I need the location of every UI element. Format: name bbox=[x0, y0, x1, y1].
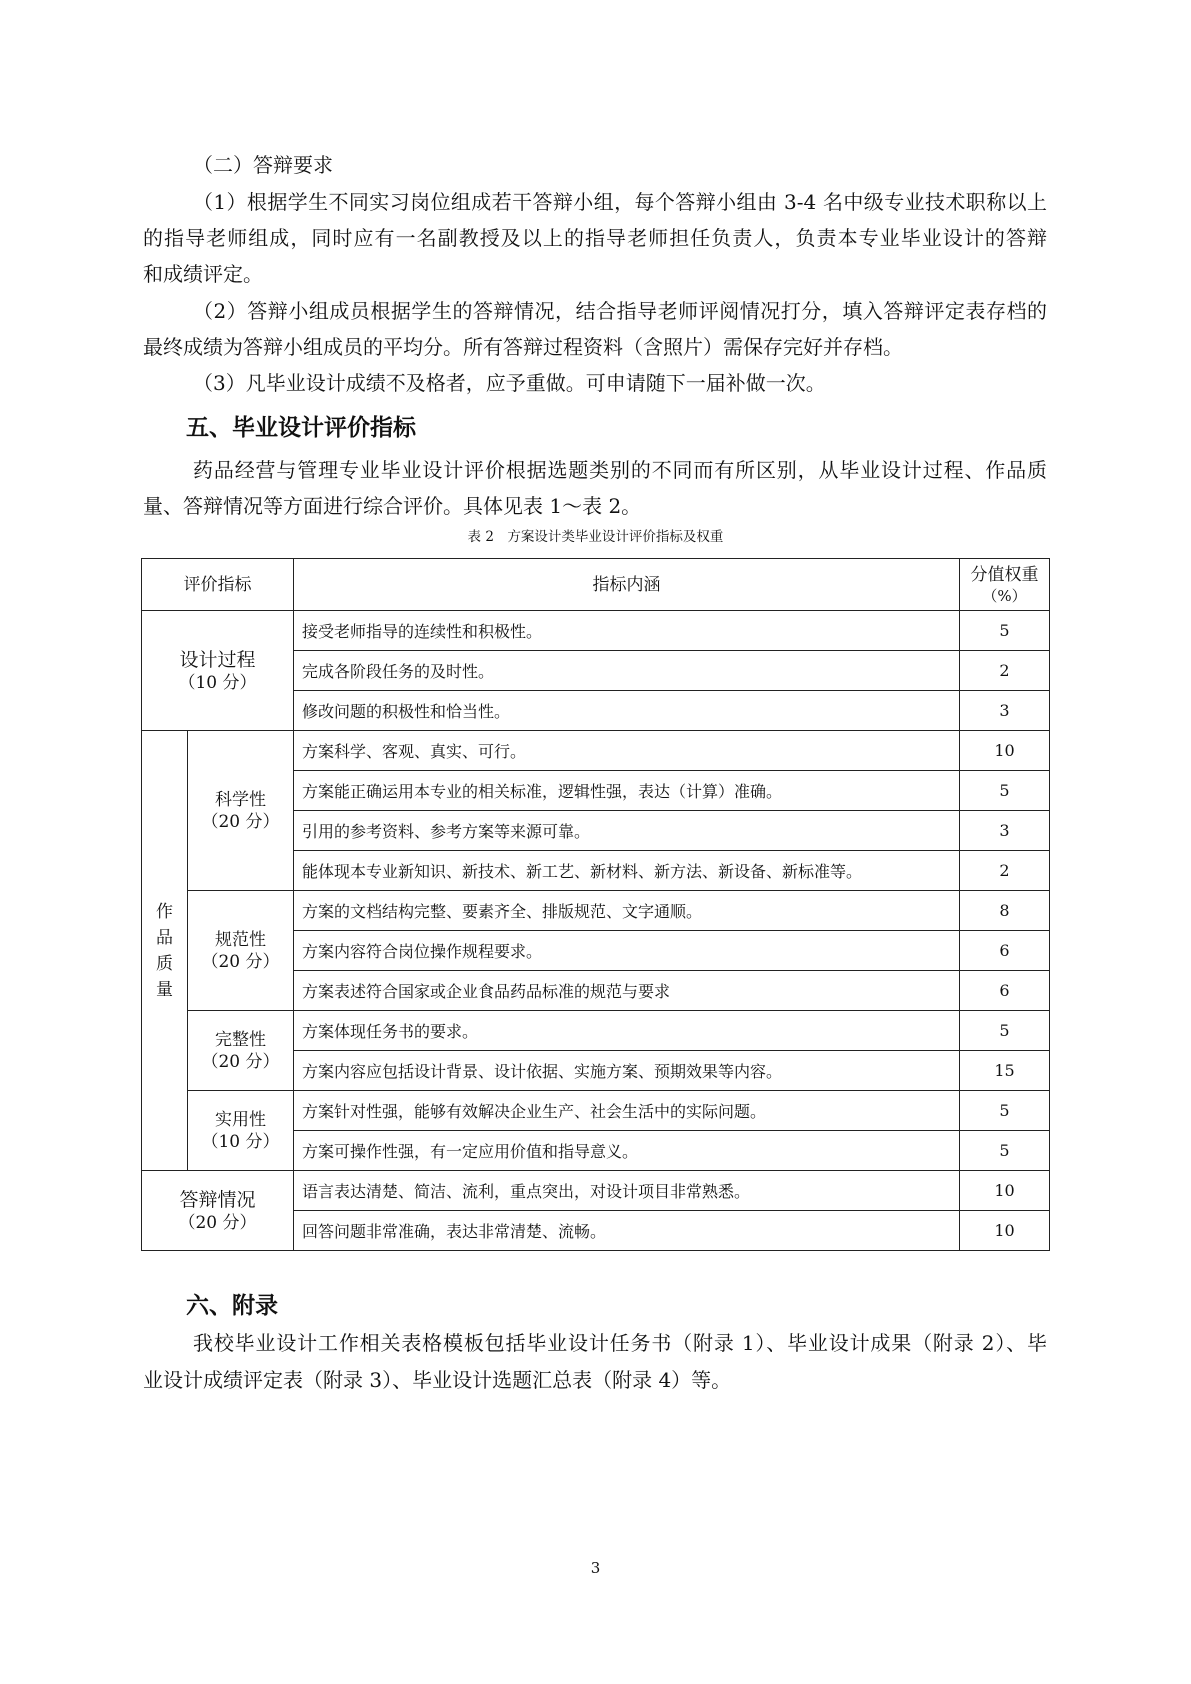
header-indicator-label: 评价指标 bbox=[183, 574, 252, 595]
paragraph-line: （1）根据学生不同实习岗位组成若干答辩小组，每个答辩小组由 3-4 名中级专业技术职称以上 bbox=[193, 190, 1047, 214]
row-content: 回答问题非常准确，表达非常清楚、流畅。 bbox=[294, 1211, 960, 1251]
row-weight: 10 bbox=[960, 1171, 1050, 1211]
subgroup-name: 实用性 bbox=[215, 1109, 266, 1130]
row-weight: 15 bbox=[960, 1051, 1050, 1091]
section-heading-appendix: 六、附录 bbox=[186, 1293, 278, 1319]
row-content: 能体现本专业新知识、新技术、新工艺、新材料、新方法、新设备、新标准等。 bbox=[294, 851, 960, 891]
subgroup-scientific bbox=[188, 731, 294, 891]
header-weight-label: 分值权重 bbox=[970, 564, 1039, 585]
subgroup-score: （20 分） bbox=[201, 951, 280, 972]
group-design-process bbox=[142, 611, 294, 731]
table-caption: 表 2 方案设计类毕业设计评价指标及权重 bbox=[467, 529, 724, 545]
table-row bbox=[142, 1091, 1050, 1131]
row-content: 修改问题的积极性和恰当性。 bbox=[294, 691, 960, 731]
row-content: 方案内容应包括设计背景、设计依据、实施方案、预期效果等内容。 bbox=[294, 1051, 960, 1091]
group-score: （10 分） bbox=[178, 672, 257, 693]
subgroup-completeness bbox=[188, 1011, 294, 1091]
row-weight: 8 bbox=[960, 891, 1050, 931]
row-content: 方案体现任务书的要求。 bbox=[294, 1011, 960, 1051]
row-weight: 5 bbox=[960, 611, 1050, 651]
subgroup-name: 科学性 bbox=[215, 789, 266, 810]
row-weight: 5 bbox=[960, 771, 1050, 811]
paragraph-line: 业设计成绩评定表（附录 3）、毕业设计选题汇总表（附录 4）等。 bbox=[143, 1368, 732, 1392]
row-weight: 5 bbox=[960, 1131, 1050, 1171]
row-weight: 10 bbox=[960, 1211, 1050, 1251]
table-row bbox=[142, 891, 1050, 931]
table-row bbox=[142, 1011, 1050, 1051]
row-weight: 6 bbox=[960, 971, 1050, 1011]
row-content: 方案能正确运用本专业的相关标准，逻辑性强，表达（计算）准确。 bbox=[294, 771, 960, 811]
row-weight: 6 bbox=[960, 931, 1050, 971]
row-weight: 5 bbox=[960, 1011, 1050, 1051]
table-row bbox=[142, 1171, 1050, 1211]
paragraph-line: 的指导老师组成，同时应有一名副教授及以上的指导老师担任负责人，负责本专业毕业设计的答辩 bbox=[143, 226, 1047, 250]
group-defense bbox=[142, 1171, 294, 1251]
row-weight: 5 bbox=[960, 1091, 1050, 1131]
paragraph-line: （2）答辩小组成员根据学生的答辩情况，结合指导老师评阅情况打分，填入答辩评定表存档的 bbox=[193, 299, 1047, 323]
paragraph-line: 我校毕业设计工作相关表格模板包括毕业设计任务书（附录 1）、毕业设计成果（附录 2）、毕 bbox=[193, 1331, 1047, 1355]
header-weight-unit: （%） bbox=[982, 586, 1027, 605]
header-content bbox=[294, 559, 960, 611]
paragraph-line: 最终成绩为答辩小组成员的平均分。所有答辩过程资料（含照片）需保存完好并存档。 bbox=[143, 335, 903, 359]
table-header-row bbox=[142, 559, 1050, 611]
row-weight: 3 bbox=[960, 691, 1050, 731]
subgroup-score: （20 分） bbox=[201, 1051, 280, 1072]
section-heading-evaluation-indicators: 五、毕业设计评价指标 bbox=[186, 415, 416, 441]
table-row bbox=[142, 731, 1050, 771]
group-score: （20 分） bbox=[178, 1212, 257, 1233]
evaluation-table bbox=[141, 558, 1050, 1251]
row-weight: 10 bbox=[960, 731, 1050, 771]
header-indicator bbox=[142, 559, 294, 611]
paragraph-line: （3）凡毕业设计成绩不及格者，应予重做。可申请随下一届补做一次。 bbox=[193, 371, 826, 395]
row-weight: 2 bbox=[960, 651, 1050, 691]
row-content: 方案的文档结构完整、要素齐全、排版规范、文字通顺。 bbox=[294, 891, 960, 931]
paragraph-line: 量、答辩情况等方面进行综合评价。具体见表 1～表 2。 bbox=[143, 494, 642, 518]
row-content: 方案可操作性强，有一定应用价值和指导意义。 bbox=[294, 1131, 960, 1171]
row-content: 语言表达清楚、简洁、流利，重点突出，对设计项目非常熟悉。 bbox=[294, 1171, 960, 1211]
paragraph-line: 药品经营与管理专业毕业设计评价根据选题类别的不同而有所区别，从毕业设计过程、作品质 bbox=[193, 458, 1047, 482]
group-name: 设计过程 bbox=[179, 648, 256, 671]
row-content: 方案表述符合国家或企业食品药品标准的规范与要求 bbox=[294, 971, 960, 1011]
subgroup-score: （10 分） bbox=[201, 1131, 280, 1152]
row-content: 方案科学、客观、真实、可行。 bbox=[294, 731, 960, 771]
row-content: 方案内容符合岗位操作规程要求。 bbox=[294, 931, 960, 971]
subheading-defense-requirements: （二）答辩要求 bbox=[193, 153, 333, 177]
subgroup-score: （20 分） bbox=[201, 811, 280, 832]
row-content: 完成各阶段任务的及时性。 bbox=[294, 651, 960, 691]
group-name: 答辩情况 bbox=[179, 1188, 256, 1211]
paragraph-line: 和成绩评定。 bbox=[143, 262, 263, 286]
table-row bbox=[142, 611, 1050, 651]
row-content: 方案针对性强，能够有效解决企业生产、社会生活中的实际问题。 bbox=[294, 1091, 960, 1131]
page-number: 3 bbox=[590, 1559, 601, 1577]
subgroup-name: 完整性 bbox=[215, 1029, 266, 1050]
subgroup-practicality bbox=[188, 1091, 294, 1171]
group-work-quality bbox=[142, 731, 188, 1171]
row-content: 引用的参考资料、参考方案等来源可靠。 bbox=[294, 811, 960, 851]
header-content-label: 指标内涵 bbox=[592, 574, 661, 595]
header-weight bbox=[960, 559, 1050, 611]
subgroup-name: 规范性 bbox=[215, 929, 266, 950]
group-name-vertical: 作品质量 bbox=[156, 901, 173, 1000]
subgroup-normative bbox=[188, 891, 294, 1011]
row-content: 接受老师指导的连续性和积极性。 bbox=[294, 611, 960, 651]
row-weight: 3 bbox=[960, 811, 1050, 851]
row-weight: 2 bbox=[960, 851, 1050, 891]
